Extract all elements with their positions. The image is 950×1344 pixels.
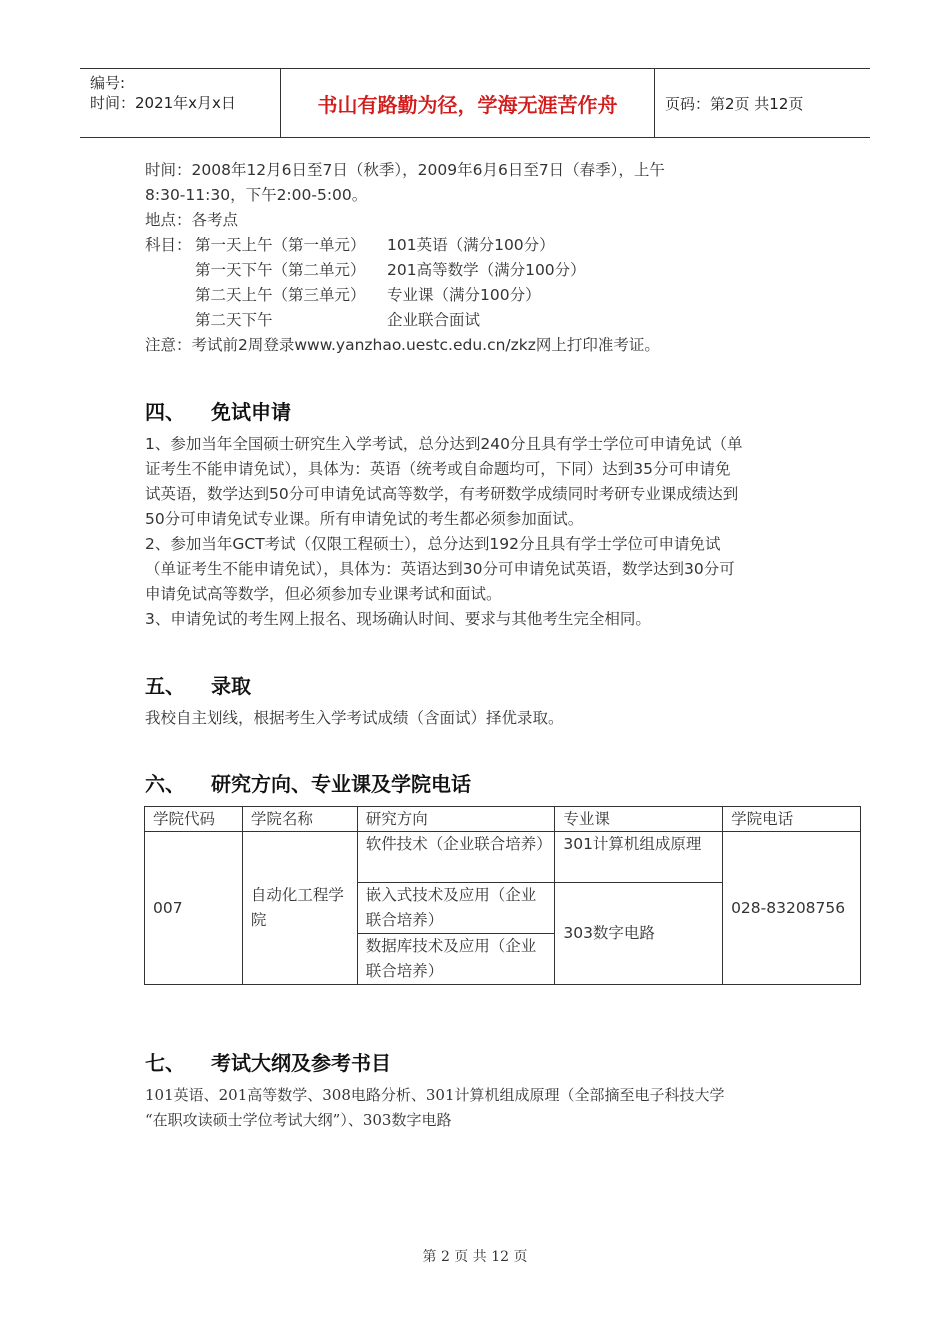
table-header-cell: 专业课 — [555, 807, 723, 832]
paragraph-line: 1、参加当年全国硕士研究生入学考试，总分达到240分且具有学士学位可申请免试（单 — [145, 435, 743, 453]
page-header — [80, 68, 870, 138]
code-label: 编号: — [90, 74, 126, 92]
course-cell: 303数字电路 — [555, 883, 723, 985]
section-number: 四、 — [145, 400, 185, 424]
subject-when: 第一天下午（第二单元） — [195, 261, 366, 279]
time-label: 时间：2021年x月x日 — [90, 94, 236, 112]
college-table — [144, 806, 861, 985]
section-title: 免试申请 — [211, 400, 291, 424]
table-header-row — [145, 807, 861, 832]
subject-row — [145, 308, 815, 333]
paragraph-line: 50分可申请免试专业课。所有申请免试的考生都必须参加面试。 — [145, 510, 584, 528]
exam-info — [145, 158, 815, 358]
table-header-cell: 学院名称 — [242, 807, 357, 832]
exam-time-line2: 8:30-11:30，下午2:00-5:00。 — [145, 186, 368, 204]
table-header-cell: 学院代码 — [145, 807, 243, 832]
subject-row — [145, 233, 815, 258]
paragraph-line: 2、参加当年GCT考试（仅限工程硕士），总分达到192分且具有学士学位可申请免试 — [145, 535, 721, 553]
section-title: 研究方向、专业课及学院电话 — [211, 772, 471, 796]
course-cell: 301计算机组成原理 — [555, 832, 723, 883]
exam-note: 注意：考试前2周登录www.yanzhao.uestc.edu.cn/zkz网上打印准考证。 — [145, 336, 660, 354]
paragraph-line: 试英语，数学达到50分可申请免试高等数学，有考研数学成绩同时考研专业课成绩达到 — [145, 485, 739, 503]
subjects-label: 科目： — [145, 236, 192, 254]
section-5-body: 我校自主划线，根据考生入学考试成绩（含面试）择优录取。 — [145, 709, 564, 727]
paragraph-line: 101英语、201高等数学、308电路分析、301计算机组成原理（全部摘至电子科技大学 — [145, 1086, 725, 1104]
section-title: 考试大纲及参考书目 — [211, 1051, 391, 1075]
exam-time-line1: 时间：2008年12月6日至7日（秋季），2009年6月6日至7日（春季），上午 — [145, 161, 665, 179]
college-code-cell: 007 — [145, 832, 243, 985]
subject-when: 第二天上午（第三单元） — [195, 286, 366, 304]
section-5-heading — [145, 670, 251, 699]
subject-what: 专业课（满分100分） — [387, 286, 541, 304]
section-6-heading — [145, 768, 471, 797]
section-4-body — [145, 432, 815, 632]
table-row — [145, 832, 861, 883]
section-number: 六、 — [145, 772, 185, 796]
subject-when: 第二天下午 — [195, 311, 273, 329]
paragraph-line: 3、申请免试的考生网上报名、现场确认时间、要求与其他考生完全相同。 — [145, 610, 651, 628]
section-7-body — [145, 1083, 815, 1133]
header-meta — [80, 69, 281, 137]
header-motto: 书山有路勤为径，学海无涯苦作舟 — [281, 69, 655, 137]
section-number: 七、 — [145, 1051, 185, 1075]
direction-cell: 数据库技术及应用（企业联合培养） — [357, 934, 555, 985]
subject-what: 201高等数学（满分100分） — [387, 261, 586, 279]
subject-what: 企业联合面试 — [387, 311, 481, 329]
subject-row — [145, 283, 815, 308]
section-number: 五、 — [145, 674, 185, 698]
subject-row — [145, 258, 815, 283]
direction-cell: 嵌入式技术及应用（企业联合培养） — [357, 883, 555, 934]
paragraph-line: “在职攻读硕士学位考试大纲”）、303数字电路 — [145, 1111, 452, 1129]
paragraph-line: 证考生不能申请免试），具体为：英语（统考或自命题均可，下同）达到35分可申请免 — [145, 460, 731, 478]
section-title: 录取 — [211, 674, 251, 698]
phone-cell: 028-83208756 — [723, 832, 861, 985]
section-7-heading — [145, 1047, 391, 1076]
table-header-cell: 研究方向 — [357, 807, 555, 832]
paragraph-line: （单证考生不能申请免试），具体为：英语达到30分可申请免试英语，数学达到30分可 — [145, 560, 735, 578]
section-4-heading — [145, 396, 291, 425]
direction-cell: 软件技术（企业联合培养） — [357, 832, 555, 883]
subject-when: 第一天上午（第一单元） — [195, 236, 366, 254]
exam-place: 地点：各考点 — [145, 211, 239, 229]
college-name-cell: 自动化工程学院 — [242, 832, 357, 985]
paragraph-line: 申请免试高等数学，但必须参加专业课考试和面试。 — [145, 585, 502, 603]
subject-what: 101英语（满分100分） — [387, 236, 555, 254]
table-header-cell: 学院电话 — [723, 807, 861, 832]
page-footer: 第 2 页 共 12 页 — [422, 1249, 528, 1265]
header-page-label: 页码：第2页 共12页 — [665, 94, 804, 113]
